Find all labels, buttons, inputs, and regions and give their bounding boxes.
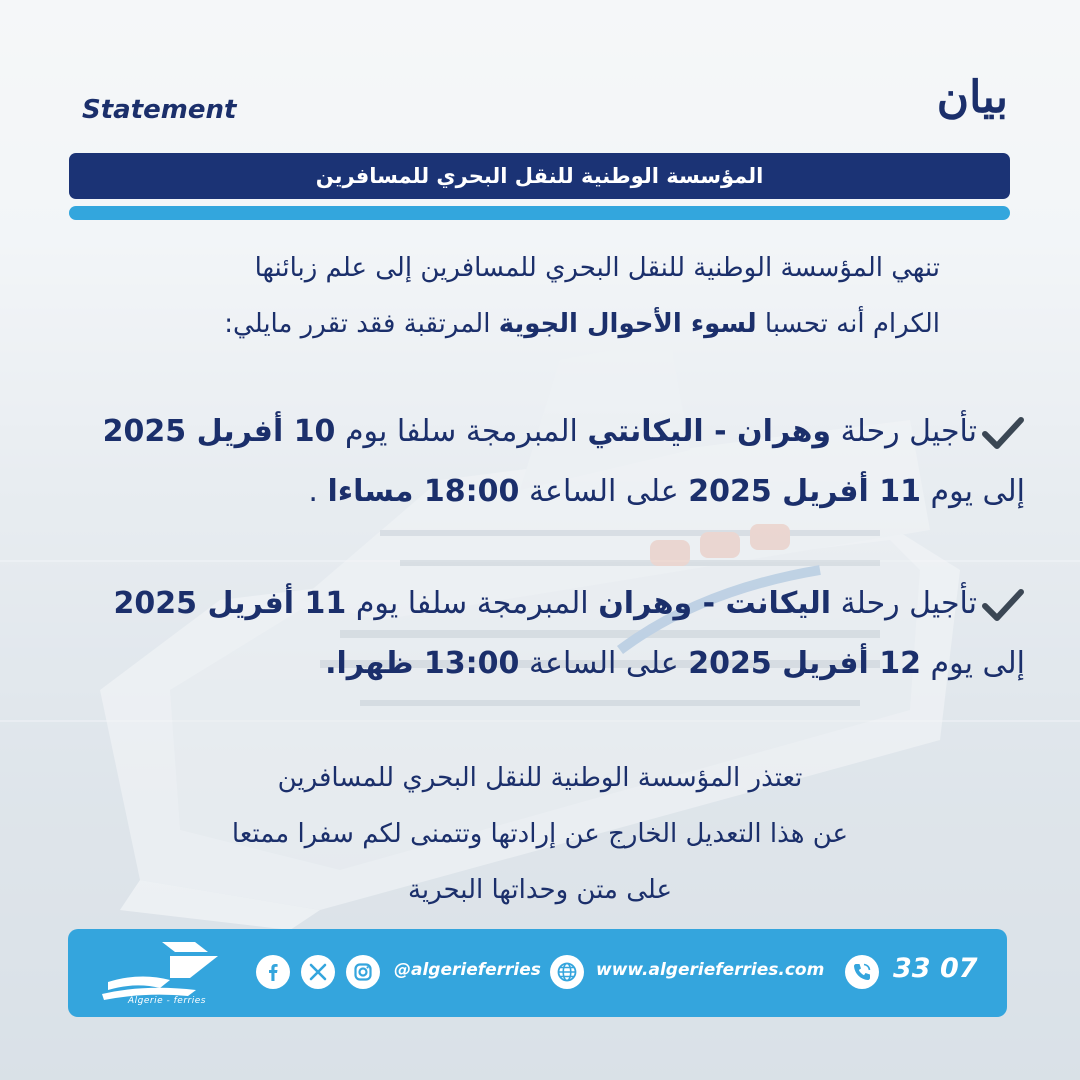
notice-text: تأجيل رحلة (831, 586, 977, 621)
notice-text: إلى يوم (921, 474, 1025, 509)
notice-line-1 (50, 402, 1025, 462)
website-link[interactable]: www.algerieferries.com (596, 960, 825, 980)
phone-icon[interactable] (845, 955, 879, 989)
closing-line-2: عن هذا التعديل الخارج عن إرادتها وتتمنى لكم سفرا ممتعا (231, 819, 849, 849)
notice-line-1 (50, 574, 1025, 634)
facebook-icon[interactable] (256, 955, 290, 989)
weather-emphasis: لسوء الأحوال الجوية (498, 309, 757, 339)
logo-caption: Algerie - ferries (128, 996, 206, 1006)
check-icon (981, 588, 1025, 622)
intro-line-1: تنهي المؤسسة الوطنية للنقل البحري للمسافرين إلى علم زبائنها (254, 253, 940, 283)
new-date: 11 أفريل 2025 (688, 474, 922, 509)
phone-number[interactable]: 33 07 (893, 953, 978, 984)
intro-text: الكرام أنه تحسبا (756, 309, 940, 339)
closing-line-1: تعتذر المؤسسة الوطنية للنقل البحري للمسافرين (277, 763, 803, 793)
globe-icon[interactable] (550, 955, 584, 989)
new-date: 12 أفريل 2025 (688, 646, 922, 681)
notice-line-2 (50, 634, 1025, 694)
notice-text: المبرمجة سلفا يوم (335, 414, 588, 449)
new-time: 18:00 مساءا (327, 474, 520, 509)
intro-paragraph (120, 240, 940, 352)
original-date: 11 أفريل 2025 (113, 586, 347, 621)
closing-paragraph (140, 750, 940, 918)
statement-label-ar: بيان (936, 72, 1008, 123)
intro-line-2 (120, 296, 940, 352)
notice-text: . (308, 474, 328, 509)
closing-line-3: على متن وحداتها البحرية (407, 875, 673, 905)
title-bar (69, 153, 1010, 199)
instagram-icon[interactable] (346, 955, 380, 989)
route-name: اليكانت - وهران (598, 586, 832, 621)
page-title: المؤسسة الوطنية للنقل البحري للمسافرين (315, 164, 764, 188)
notice-text: المبرمجة سلفا يوم (346, 586, 599, 621)
intro-text: المرتقبة فقد تقرر مايلي: (224, 309, 499, 339)
check-icon (981, 416, 1025, 450)
notice-text: إلى يوم (921, 646, 1025, 681)
social-handle[interactable]: @algerieferries (394, 960, 541, 980)
new-time: 13:00 ظهرا. (325, 646, 520, 681)
title-underline (69, 206, 1010, 220)
x-icon[interactable] (301, 955, 335, 989)
notice-item-1 (50, 402, 1025, 522)
notice-item-2 (50, 574, 1025, 694)
route-name: وهران - اليكانتي (587, 414, 832, 449)
notice-line-2 (50, 462, 1025, 522)
notice-text: تأجيل رحلة (831, 414, 977, 449)
notice-text: على الساعة (519, 474, 689, 509)
statement-label-en: Statement (82, 95, 237, 125)
original-date: 10 أفريل 2025 (102, 414, 336, 449)
notice-text: على الساعة (519, 646, 689, 681)
